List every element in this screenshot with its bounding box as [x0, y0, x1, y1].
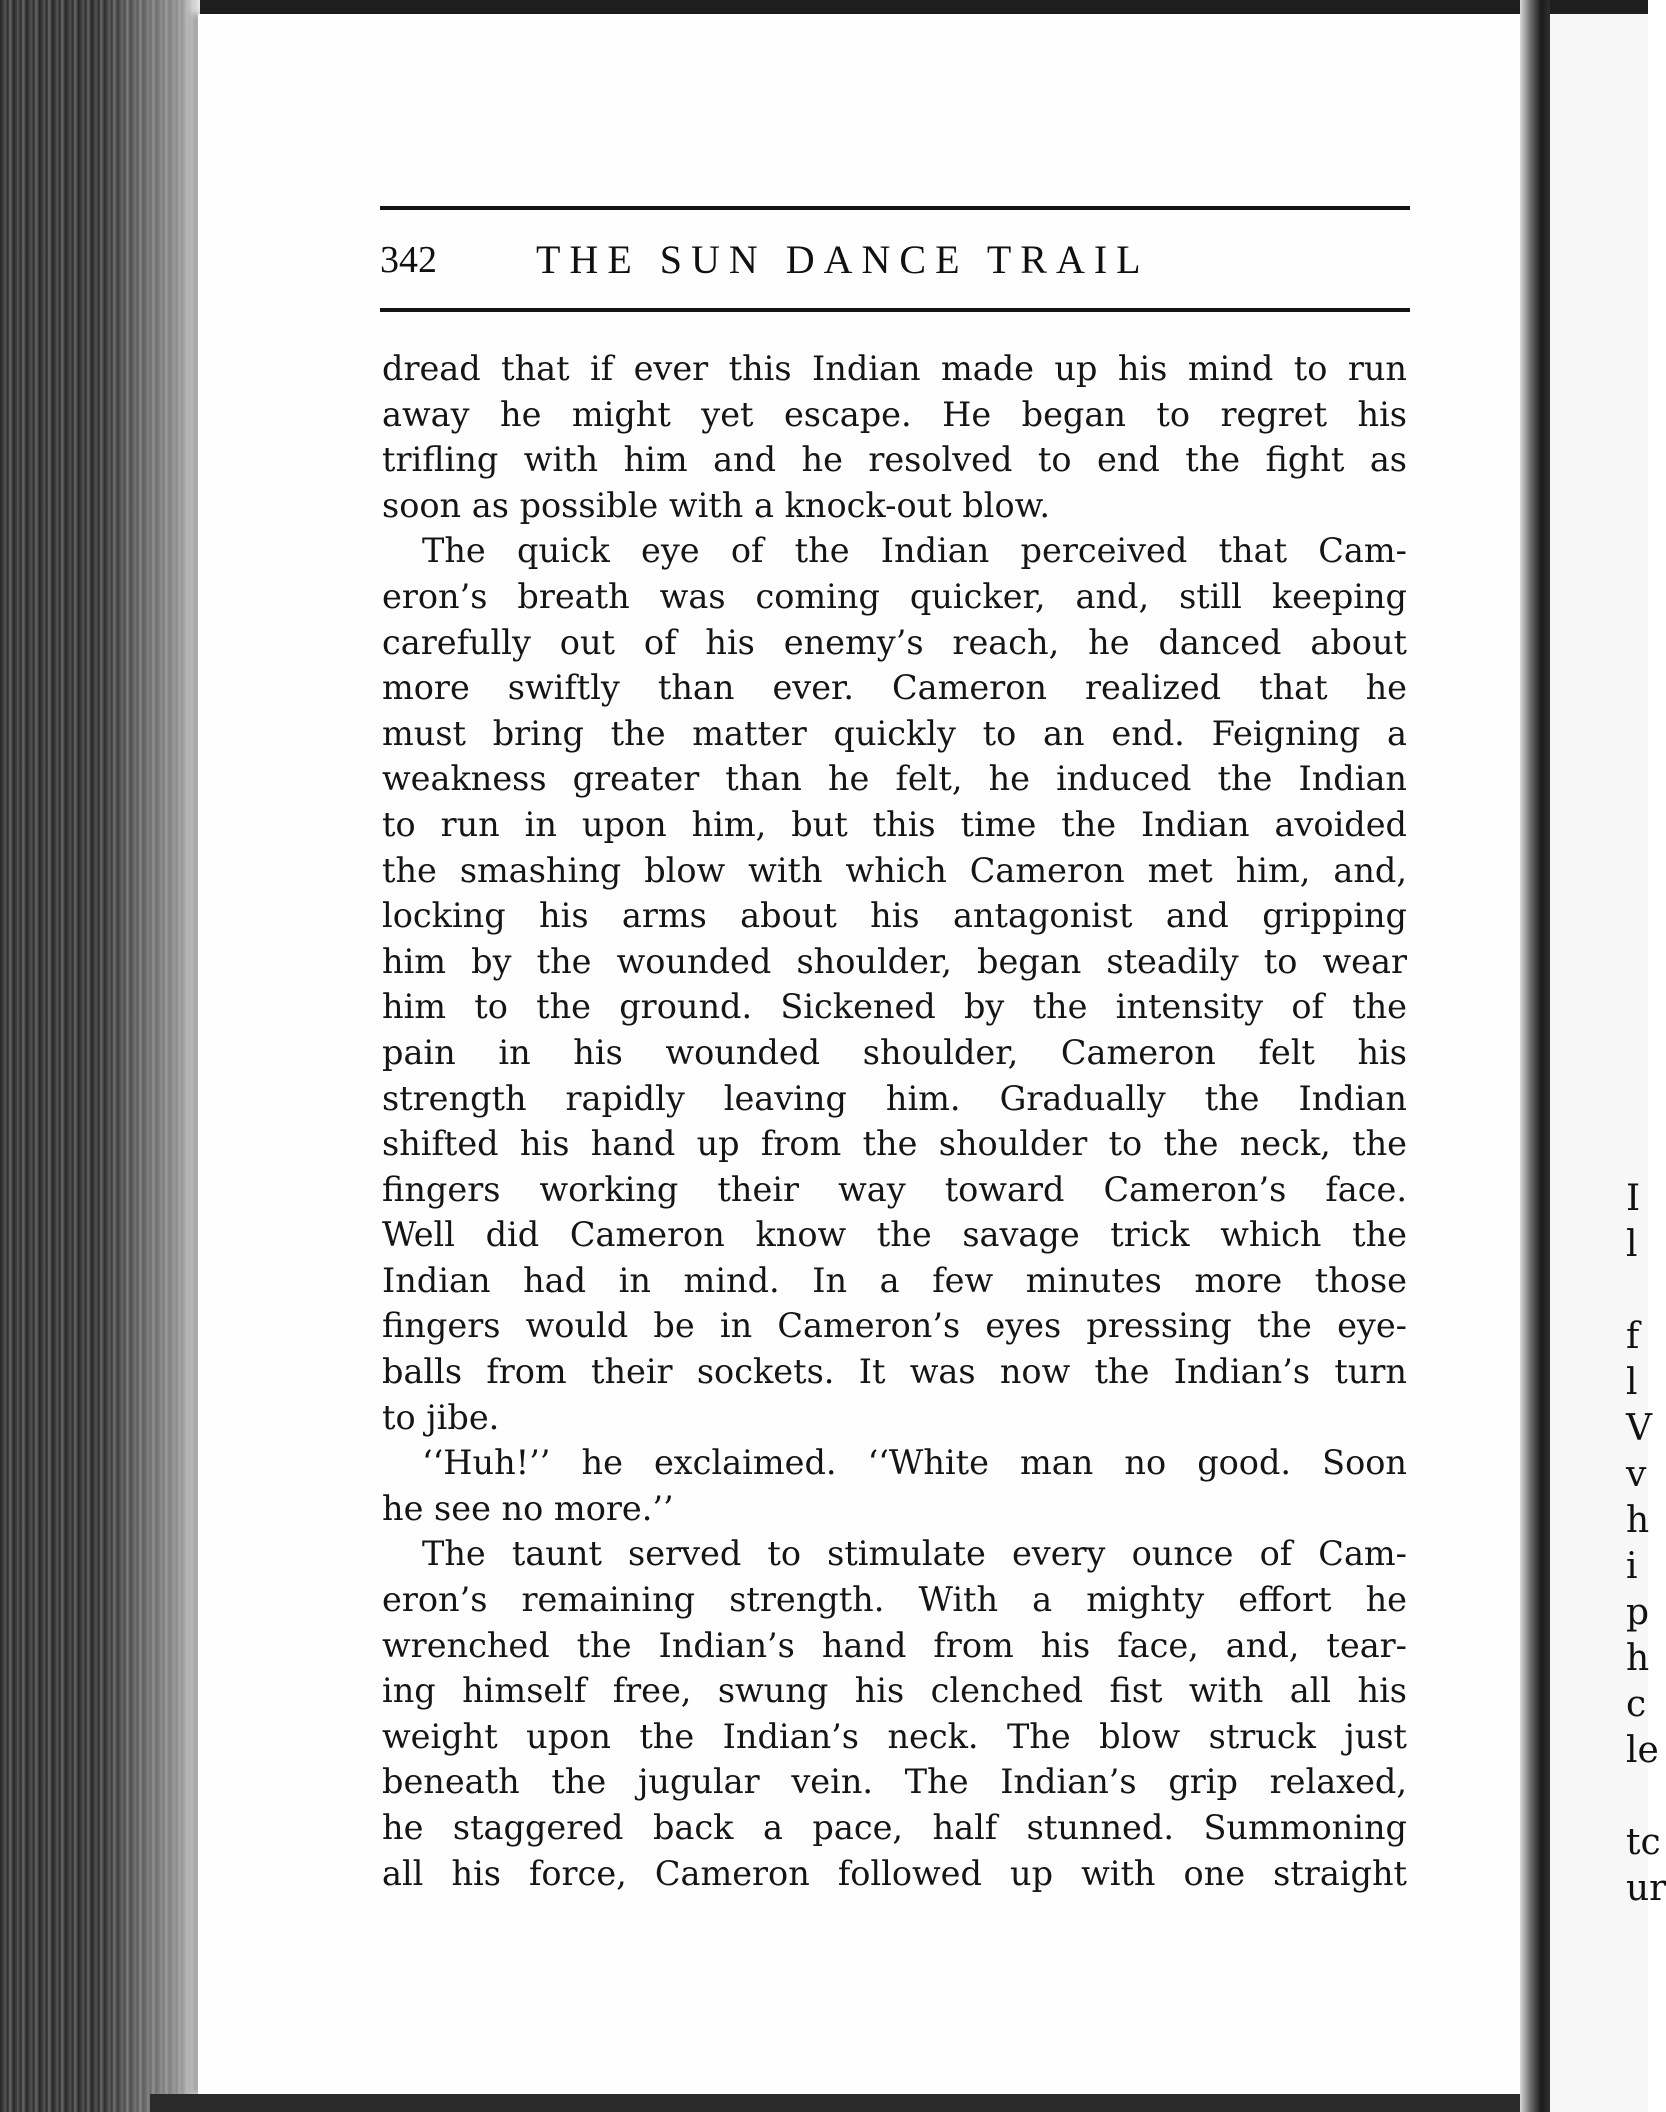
facing-fragment: p	[1626, 1592, 1650, 1633]
text-line: him by the wounded shoulder, began steadily to wear	[382, 941, 1407, 981]
text-line: shifted his hand up from the shoulder to the neck, the	[382, 1124, 1407, 1164]
facing-fragment: l	[1626, 1224, 1638, 1265]
text-line: weakness greater than he felt, he induced the Indian	[382, 759, 1407, 799]
text-line: carefully out of his enemy’s reach, he danced about	[382, 622, 1407, 662]
text-line: fingers would be in Cameron’s eyes pressing the eye-	[382, 1306, 1407, 1346]
text-line: eron’s remaining strength. With a mighty effort he	[382, 1580, 1407, 1620]
text-line: to run in upon him, but this time the Indian avoided	[382, 804, 1407, 844]
facing-fragment: c	[1626, 1684, 1647, 1725]
facing-fragment: le	[1626, 1730, 1659, 1771]
scan-bottom-border	[150, 2094, 1550, 2112]
facing-fragment: h	[1626, 1638, 1650, 1679]
header-top-rule	[380, 206, 1410, 210]
page-number: 342	[380, 239, 437, 281]
text-line: dread that if ever this Indian made up his mind to run	[382, 349, 1407, 388]
facing-fragment: tc	[1626, 1822, 1661, 1863]
text-line: Well did Cameron know the savage trick which the	[382, 1215, 1407, 1255]
body-text	[382, 346, 1407, 1896]
text-line: trifling with him and he resolved to end the fight as	[382, 440, 1407, 480]
facing-page-edge	[1550, 14, 1666, 2112]
text-line: eron’s breath was coming quicker, and, still keeping	[382, 576, 1407, 616]
facing-fragment: h	[1626, 1500, 1650, 1541]
text-line: to jibe.	[382, 1397, 500, 1437]
fore-edge-shading	[100, 0, 200, 2112]
text-line: beneath the jugular vein. The Indian’s grip relaxed,	[382, 1762, 1407, 1802]
text-line: The taunt served to stimulate every ounce of Cam-	[422, 1534, 1407, 1574]
page-header	[380, 200, 1410, 316]
facing-fragment: ur	[1626, 1868, 1666, 1909]
text-line: wrenched the Indian’s hand from his face, and, tear-	[382, 1625, 1407, 1665]
text-line: away he might yet escape. He began to regret his	[382, 394, 1407, 434]
facing-fragment: V	[1626, 1408, 1652, 1449]
facing-fragment: v	[1626, 1454, 1647, 1495]
text-line: Indian had in mind. In a few minutes more those	[382, 1260, 1407, 1300]
facing-fragment: f	[1626, 1316, 1640, 1357]
text-line: more swiftly than ever. Cameron realized that he	[382, 668, 1407, 708]
scan-top-border	[0, 0, 1648, 14]
text-line: the smashing blow with which Cameron met him, and,	[382, 850, 1407, 890]
text-line: weight upon the Indian’s neck. The blow struck just	[382, 1716, 1407, 1756]
text-line: pain in his wounded shoulder, Cameron felt his	[382, 1032, 1407, 1072]
facing-fragment: i	[1626, 1546, 1638, 1587]
text-line: he staggered back a pace, half stunned. Summoning	[382, 1808, 1407, 1847]
text-line: The quick eye of the Indian perceived that Cam-	[422, 531, 1407, 571]
text-line: fingers working their way toward Cameron’s face.	[382, 1169, 1407, 1209]
text-line: all his force, Cameron followed up with one straight	[382, 1853, 1407, 1893]
text-line: strength rapidly leaving him. Gradually the Indian	[382, 1078, 1407, 1118]
text-line: he see no more.’’	[382, 1488, 674, 1528]
header-bottom-rule	[380, 308, 1410, 312]
text-line: him to the ground. Sickened by the intensity of the	[382, 987, 1407, 1027]
book-gutter	[1520, 0, 1550, 2112]
text-line: locking his arms about his antagonist and gripping	[382, 896, 1407, 936]
facing-fragment: I	[1626, 1178, 1641, 1219]
text-line: ‘‘Huh!’’ he exclaimed. ‘‘White man no good. Soon	[422, 1443, 1407, 1483]
text-line: soon as possible with a knock-out blow.	[382, 485, 1050, 525]
running-head: THE SUN DANCE TRAIL	[536, 237, 1150, 282]
text-line: ing himself free, swung his clenched fist with all his	[382, 1671, 1407, 1711]
text-line: must bring the matter quickly to an end. Feigning a	[382, 713, 1407, 753]
text-line: balls from their sockets. It was now the Indian’s turn	[382, 1352, 1407, 1392]
facing-fragment: l	[1626, 1362, 1638, 1403]
